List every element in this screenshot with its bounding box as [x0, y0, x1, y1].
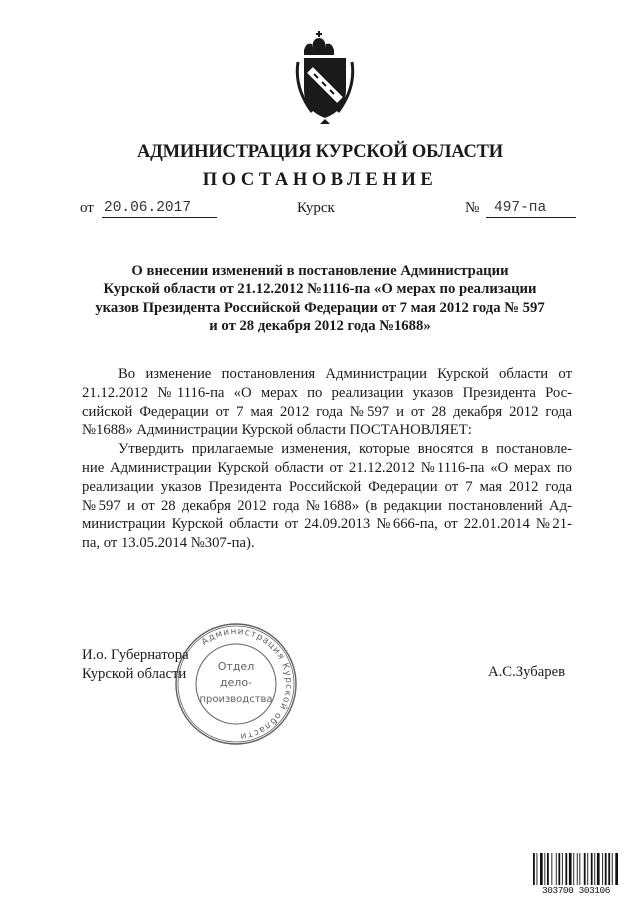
barcode-bar: [565, 853, 567, 885]
barcode-bar: [551, 853, 552, 885]
body-line: реализации указов Президента Российской Федерации от 7 мая 2012 года: [82, 478, 572, 495]
document-type-title: ПОСТАНОВЛЕНИЕ: [202, 170, 438, 190]
subject-line: и от 28 декабря 2012 года №1688»: [209, 318, 431, 335]
number-prefix: №: [465, 200, 480, 216]
document-body: [82, 365, 572, 553]
date-prefix: от: [80, 200, 94, 216]
body-line: Во изменение постановления Администрации Курской области от: [118, 366, 572, 382]
body-line: па, от 13.05.2014 №307-па).: [82, 535, 255, 552]
barcode-bar: [533, 853, 535, 885]
barcode-bar: [615, 853, 618, 885]
barcode-bar: [540, 853, 543, 885]
organization-title: АДМИНИСТРАЦИЯ КУРСКОЙ ОБЛАСТИ: [136, 142, 504, 162]
stamp-center-line: дело-: [219, 676, 253, 689]
signer-position-line: Курской области: [82, 665, 187, 682]
stamp-ring-text: Администрация Курской области: [200, 626, 294, 741]
barcode-bar: [562, 853, 563, 885]
body-line: сийской Федерации от 7 мая 2012 года №597 и от 28 декабря 2012 года: [82, 403, 572, 420]
barcode-icon: [532, 853, 620, 885]
barcode-bar: [547, 853, 549, 885]
signer-name: А.С.Зубарев: [488, 664, 566, 680]
document-date: 20.06.2017: [102, 200, 217, 218]
body-line: №597 и от 28 декабря 2012 года №1688» (в редакции постановлений Ад-: [82, 497, 572, 514]
document-number: 497-па: [486, 200, 576, 218]
barcode-bar: [602, 853, 603, 885]
barcode-bar: [544, 853, 545, 885]
body-line: Утвердить прилагаемые изменения, которые вносятся в постановле-: [118, 441, 572, 458]
barcode-bar: [558, 853, 560, 885]
barcode-bar: [584, 853, 586, 885]
barcode-bar: [608, 853, 610, 885]
barcode-bar: [591, 853, 593, 885]
barcode-bar: [594, 853, 595, 885]
subject-line: О внесении изменений в постановление Администрации: [131, 263, 509, 279]
barcode-bar: [556, 853, 557, 885]
body-line: ние Администрации Курской области от 21.12.2012 №1116-па «О мерах по: [82, 459, 572, 476]
subject-line: указов Президента Российской Федерации от 7 мая 2012 года № 597: [95, 299, 545, 316]
signer-position-line: И.о. Губернатора: [82, 647, 189, 663]
subject-line: Курской области от 21.12.2012 №1116-па «О мерах по реализации: [103, 281, 537, 298]
barcode-bar: [569, 853, 572, 885]
barcode-bar: [612, 853, 613, 885]
stamp-center-line: Отдел: [217, 660, 255, 673]
barcode-bar: [573, 853, 574, 885]
office-stamp: [172, 620, 300, 748]
barcode-bar: [579, 853, 580, 885]
document-city: Курск: [297, 200, 335, 216]
barcode-bar: [597, 853, 600, 885]
barcode-bar: [537, 853, 538, 885]
barcode-bar: [577, 853, 578, 885]
document-barcode: [532, 853, 620, 899]
document-subject: [60, 262, 580, 336]
barcode-bar: [605, 853, 607, 885]
stamp-center-line: производства: [199, 694, 273, 705]
body-line: министрации Курской области от 24.09.2013 №666-па, от 22.01.2014 №21-: [82, 516, 572, 533]
body-line: 21.12.2012 №1116-па «О мерах по реализации указов Президента Рос-: [82, 384, 572, 401]
barcode-bar: [587, 853, 588, 885]
barcode-number: 303700 303106: [542, 885, 610, 896]
body-line: №1688» Администрации Курской области ПОСТАНОВЛЯЕТ:: [82, 422, 472, 439]
kursk-coat-of-arms-icon: [294, 28, 356, 126]
